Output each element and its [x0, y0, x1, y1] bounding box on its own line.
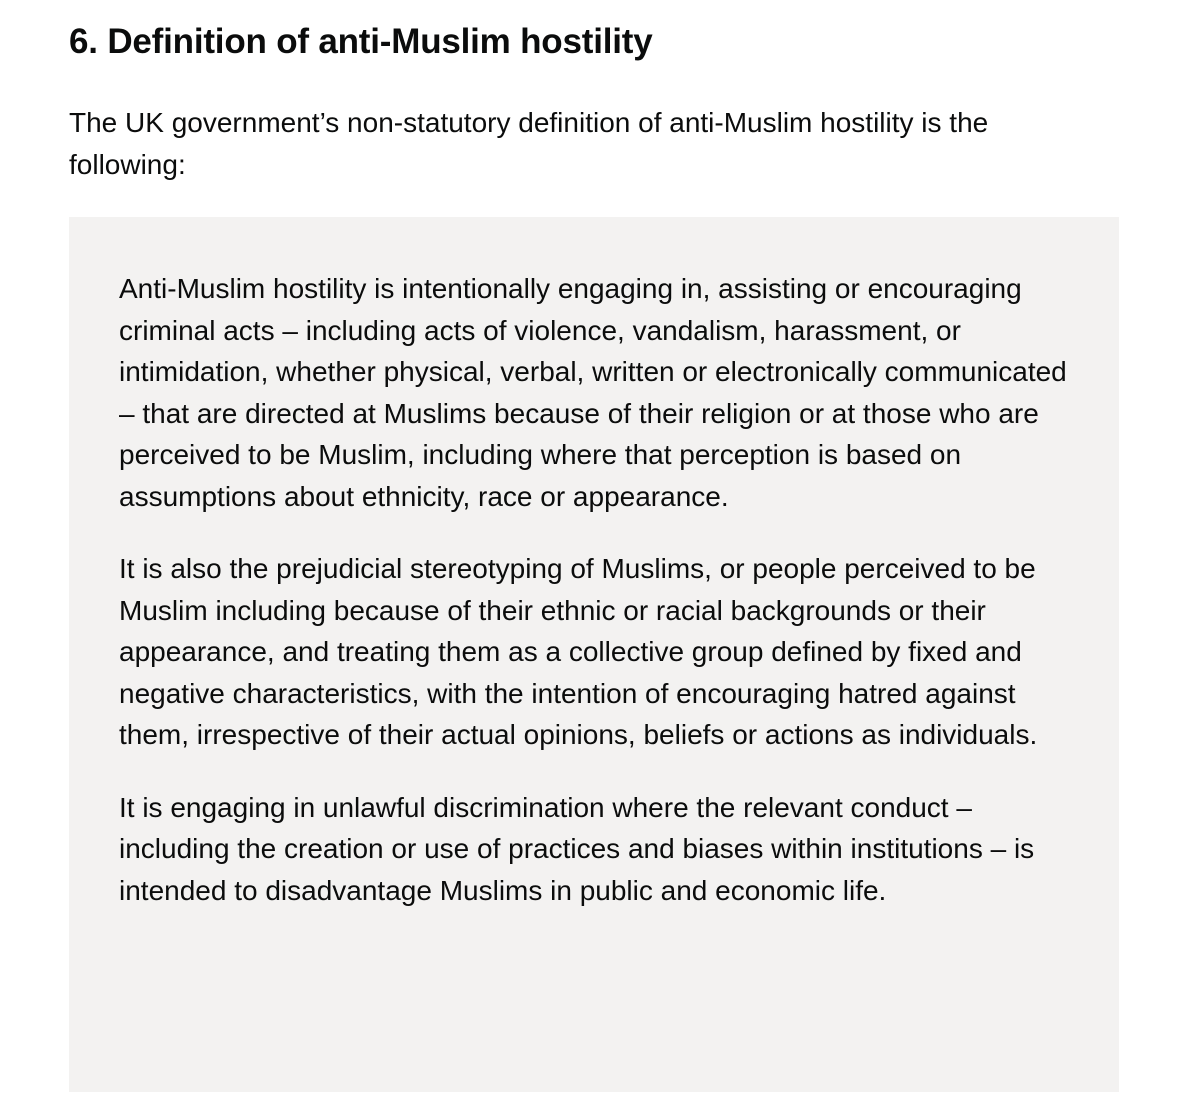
intro-paragraph: The UK government’s non-statutory definition of anti-Muslim hostility is the following: [69, 107, 989, 180]
definition-callout [69, 217, 1119, 1092]
definition-paragraph-discrimination: It is engaging in unlawful discrimination where the relevant conduct – including the creation or use of practices and biases within institutions – is intended to disadvantage Muslims in public and economic life. [119, 791, 1035, 906]
definition-paragraph-stereotyping: It is also the prejudicial stereotyping of Muslims, or people perceived to be Muslim including because of their ethnic or racial backgrounds or their appearance, and treating them as a collective group defined by fixed and negative characteristics, with the intention of encouraging hatred against them, irrespective of their actual opinions, beliefs or actions as individuals. [119, 553, 1038, 750]
definition-paragraph-criminal-acts: Anti-Muslim hostility is intentionally engaging in, assisting or encouraging criminal acts – including acts of violence, vandalism, harassment, or intimidation, whether physical, verbal, written or electronically communicated – that are directed at Muslims because of their religion or at those who are perceived to be Muslim, including where that perception is based on assumptions about ethnicity, race or appearance. [119, 273, 1067, 512]
section-heading: 6. Definition of anti-Muslim hostility [69, 22, 653, 61]
